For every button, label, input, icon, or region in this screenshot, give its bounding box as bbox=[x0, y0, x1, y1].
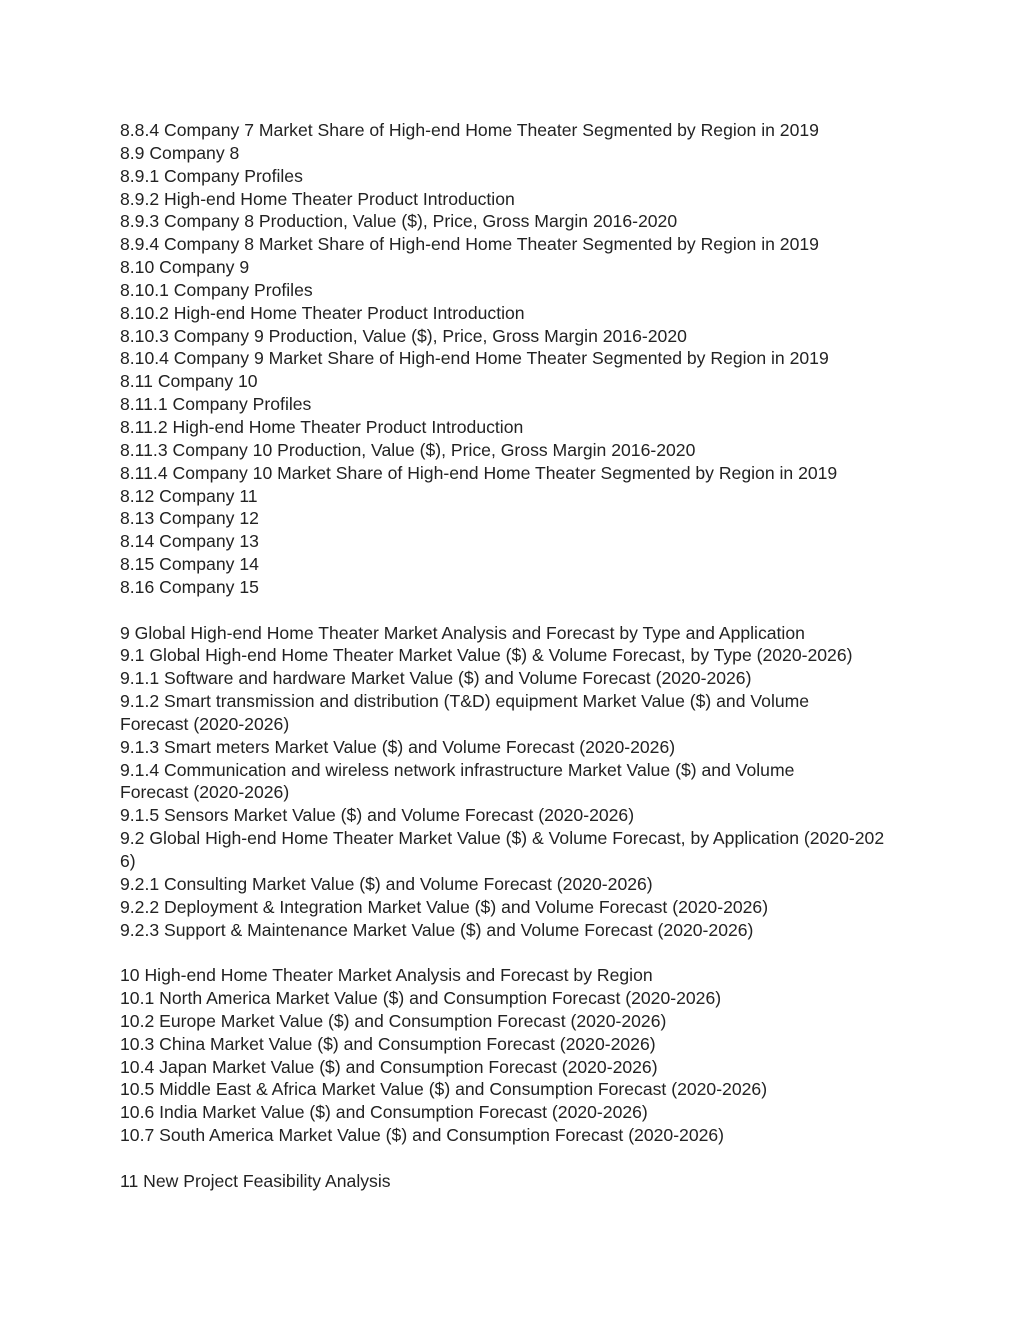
toc-line: 8.10.2 High-end Home Theater Product Introduction bbox=[120, 302, 525, 323]
toc-line: 9.1.1 Software and hardware Market Value ($) and Volume Forecast (2020-2026) bbox=[120, 668, 752, 689]
toc-line: 8.12 Company 11 bbox=[120, 485, 258, 506]
section-spacer bbox=[120, 1147, 910, 1170]
toc-line: 10.6 India Market Value ($) and Consumption Forecast (2020-2026) bbox=[120, 1102, 648, 1123]
toc-line: 10.4 Japan Market Value ($) and Consumption Forecast (2020-2026) bbox=[120, 1056, 658, 1077]
toc-line: 8.8.4 Company 7 Market Share of High-end Home Theater Segmented by Region in 2019 bbox=[120, 120, 819, 140]
section-spacer bbox=[120, 941, 910, 964]
toc-heading: 9 Global High-end Home Theater Market Analysis and Forecast by Type and Application bbox=[120, 622, 805, 643]
toc-line: 8.10.4 Company 9 Market Share of High-end Home Theater Segmented by Region in 2019 bbox=[120, 348, 829, 369]
toc-line: 8.9.4 Company 8 Market Share of High-end Home Theater Segmented by Region in 2019 bbox=[120, 234, 819, 255]
toc-line: 8.9.1 Company Profiles bbox=[120, 165, 303, 186]
toc-section-8 bbox=[120, 119, 910, 599]
toc-line: 10.2 Europe Market Value ($) and Consumption Forecast (2020-2026) bbox=[120, 1010, 667, 1031]
toc-line: 8.11.3 Company 10 Production, Value ($), Price, Gross Margin 2016-2020 bbox=[120, 439, 696, 460]
toc-line: 8.10.1 Company Profiles bbox=[120, 279, 313, 300]
toc-line: 8.10.3 Company 9 Production, Value ($), Price, Gross Margin 2016-2020 bbox=[120, 325, 687, 346]
toc-line: 9.2.1 Consulting Market Value ($) and Volume Forecast (2020-2026) bbox=[120, 873, 653, 894]
toc-line: 10.5 Middle East & Africa Market Value ($) and Consumption Forecast (2020-2026) bbox=[120, 1079, 768, 1100]
toc-line: 8.9.2 High-end Home Theater Product Introduction bbox=[120, 188, 515, 209]
toc-section-10 bbox=[120, 964, 910, 1147]
toc-heading: 10 High-end Home Theater Market Analysis and Forecast by Region bbox=[120, 965, 653, 986]
toc-line: 9.1 Global High-end Home Theater Market Value ($) & Volume Forecast, by Type (2020-2026) bbox=[120, 645, 853, 666]
toc-line: 8.11.4 Company 10 Market Share of High-end Home Theater Segmented by Region in 2019 bbox=[120, 462, 838, 483]
toc-heading: 11 New Project Feasibility Analysis bbox=[120, 1170, 391, 1191]
section-spacer bbox=[120, 599, 910, 622]
toc-line: 10.7 South America Market Value ($) and Consumption Forecast (2020-2026) bbox=[120, 1125, 725, 1146]
toc-line: 10.3 China Market Value ($) and Consumption Forecast (2020-2026) bbox=[120, 1033, 656, 1054]
toc-line: 8.11.2 High-end Home Theater Product Introduction bbox=[120, 416, 524, 437]
toc-line: 9.2.3 Support & Maintenance Market Value ($) and Volume Forecast (2020-2026) bbox=[120, 919, 754, 940]
toc-line: 10.1 North America Market Value ($) and Consumption Forecast (2020-2026) bbox=[120, 988, 722, 1009]
toc-section-9 bbox=[120, 622, 910, 942]
toc-line: 8.11 Company 10 bbox=[120, 371, 258, 392]
toc-line: 8.10 Company 9 bbox=[120, 257, 250, 278]
toc-line: 8.14 Company 13 bbox=[120, 531, 259, 552]
toc-line: 8.16 Company 15 bbox=[120, 576, 259, 597]
toc-line: 9.1.2 Smart transmission and distribution (T&D) equipment Market Value ($) and Volume Forecast (2020-2026) bbox=[120, 691, 810, 734]
toc-section-11 bbox=[120, 1170, 910, 1193]
document-page bbox=[120, 119, 910, 1193]
toc-line: 9.1.4 Communication and wireless network infrastructure Market Value ($) and Volume Forecast (2020-2026) bbox=[120, 759, 795, 803]
toc-line: 9.2 Global High-end Home Theater Market Value ($) & Volume Forecast, by Application (2020-2026) bbox=[120, 828, 885, 871]
toc-line: 8.9 Company 8 bbox=[120, 142, 240, 163]
toc-line: 8.11.1 Company Profiles bbox=[120, 394, 312, 415]
toc-line: 8.13 Company 12 bbox=[120, 508, 259, 529]
toc-line: 8.9.3 Company 8 Production, Value ($), Price, Gross Margin 2016-2020 bbox=[120, 211, 678, 232]
toc-line: 9.1.3 Smart meters Market Value ($) and Volume Forecast (2020-2026) bbox=[120, 736, 676, 757]
toc-line: 9.1.5 Sensors Market Value ($) and Volume Forecast (2020-2026) bbox=[120, 805, 635, 826]
toc-line: 9.2.2 Deployment & Integration Market Value ($) and Volume Forecast (2020-2026) bbox=[120, 896, 769, 917]
toc-line: 8.15 Company 14 bbox=[120, 554, 259, 575]
